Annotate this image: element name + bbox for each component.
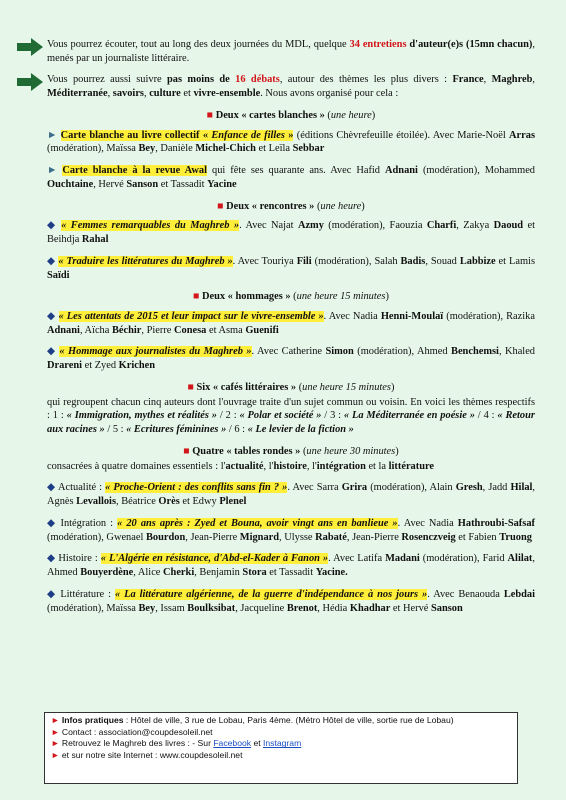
r1-text: . Avec Najat <box>239 220 298 232</box>
speaker: Bey <box>138 143 156 155</box>
cafes-text: qui regroupent chacun cinq auteurs dont l'ouvrage traite d'un sujet commun ou voisin. En voici les thèmes respectifs : 1 : <box>47 396 535 422</box>
diamond-icon: ◆ <box>47 517 57 529</box>
domain: histoire <box>273 460 307 472</box>
tr4-text: , Hédia <box>317 602 350 614</box>
speaker: Hilal <box>510 482 533 494</box>
tr3-label: Histoire : <box>58 553 101 565</box>
h1-text: , Pierre <box>141 324 175 336</box>
diamond-icon: ◆ <box>47 255 56 267</box>
speaker: Alilat <box>507 553 533 565</box>
section-hommages: ■ Deux « hommages » (une heure 15 minutes) <box>193 291 389 303</box>
speaker: Bey <box>138 602 156 614</box>
intro1-end: , menés par un journaliste littéraire. <box>47 39 535 64</box>
tr3-text: , Ahmed <box>47 553 535 579</box>
speaker: Cherki <box>163 567 195 579</box>
tr1-text: (modération), Alain <box>367 482 456 494</box>
tr2-text: , Jean-Pierre <box>185 531 240 543</box>
theme-france: France <box>452 74 484 86</box>
intro2-mid: , autour des thèmes les plus divers : <box>279 74 453 86</box>
section-tables-rondes: ■ Quatre « tables rondes » (une heure 30 minutes) <box>183 445 399 457</box>
info-address: : Hôtel de ville, 3 rue de Lobau, Paris 4ème. (Métro Hôtel de ville, sortie rue de Lobau) <box>123 715 454 725</box>
cafes-sep: / 4 : <box>474 410 498 422</box>
domain: actualité <box>225 460 264 472</box>
triangle-icon: ► <box>47 129 58 141</box>
rencontre-1 <box>47 219 535 246</box>
section-title: Deux « cartes blanches » <box>215 109 325 121</box>
speaker: Sanson <box>431 602 463 614</box>
green-arrow-icon <box>17 38 43 56</box>
tr1-text: , Jadd <box>482 482 511 494</box>
tr1-text: et Edwy <box>179 496 220 508</box>
triangle-icon: ► <box>47 165 58 177</box>
section-duration: une heure <box>330 109 372 121</box>
cb1-text: , Danièle <box>155 143 196 155</box>
triangle-icon: ► <box>51 715 60 725</box>
cafes-sep: / 2 : <box>216 410 240 422</box>
tr2-text: (modération), Gwenael <box>47 531 146 543</box>
carte-blanche-2 <box>47 164 535 191</box>
speaker: Stora <box>242 567 267 579</box>
tr3-text: . Avec Latifa <box>328 553 386 565</box>
website-text: et sur notre site Internet : www.coupdesoleil.net <box>61 750 243 761</box>
tr4-title: « La littérature algérienne, de la guerre d'indépendance à nos jours » <box>114 588 428 600</box>
intro2-end: . Nous avons organisé pour cela : <box>260 88 399 100</box>
info-line-social <box>51 738 511 750</box>
table-ronde-3 <box>47 552 535 579</box>
speaker: Plenel <box>219 496 247 508</box>
theme-mediterranee: Méditerranée <box>47 88 108 100</box>
speaker: Lebdai <box>503 588 536 600</box>
tr-text: consacrées à quatre domaines essentiels : l' <box>47 460 226 472</box>
speaker: Henni-Moulaï <box>380 311 444 323</box>
tr-text: , l' <box>306 460 317 472</box>
cafe-theme: « Polar et société » <box>239 410 322 422</box>
r1-text: , Zakya <box>456 220 494 232</box>
speaker: Krichen <box>118 360 156 372</box>
tr3-text: et Tassadit <box>266 567 316 579</box>
speaker: Gresh <box>455 482 483 494</box>
cb1-title-b: Enfance de filles <box>211 129 285 141</box>
h1-title: « Les attentats de 2015 et leur impact sur le vivre-ensemble » <box>58 311 324 323</box>
contact-email: Contact : association@coupdesoleil.net <box>61 726 213 737</box>
speaker: Labbize <box>459 255 496 267</box>
speaker: Badis <box>400 255 426 267</box>
table-ronde-1 <box>47 481 535 508</box>
speaker: Arras <box>509 129 535 141</box>
triangle-icon: ► <box>51 726 60 737</box>
cb2-text: , Hervé <box>93 178 127 190</box>
section-title: Quatre « tables rondes » <box>192 445 301 457</box>
theme-culture: culture <box>149 88 181 100</box>
speaker: Grira <box>341 482 368 494</box>
h1-text: (modération), Razika <box>443 311 535 323</box>
diamond-icon: ◆ <box>47 553 56 565</box>
cafe-theme: « Retour aux racines » <box>47 410 535 436</box>
tr4-text: et Hervé <box>390 602 431 614</box>
speaker: Saïdi <box>47 269 70 281</box>
speaker: Fili <box>296 255 312 267</box>
red-square-icon: ■ <box>217 200 224 212</box>
section-cartes-blanches: ■ Deux « cartes blanches » (une heure) <box>206 109 376 121</box>
tr1-text: , Agnès <box>47 482 536 508</box>
tr2-text: et Fabien <box>455 531 500 543</box>
cb1-title-a: Carte blanche au livre collectif « <box>60 129 212 141</box>
tr4-text: , Jacqueline <box>235 602 287 614</box>
intro-paragraph-2: Vous pourrez aussi suivre pas moins de 16 débats, autour des thèmes les plus divers : France, Maghreb, Méditerranée, savoirs, culture et vivre-ensemble. Nous avons organisé pour cela : <box>47 73 535 100</box>
speaker: Sebbar <box>292 143 325 155</box>
r2-text: , Souad <box>425 255 460 267</box>
speaker: Levallois <box>76 496 116 508</box>
red-square-icon: ■ <box>183 445 190 457</box>
cb1-text: (éditions Chèvrefeuille étoilée). Avec Marie-Noël <box>293 129 510 141</box>
r1-text: et Beihdja <box>47 220 535 246</box>
cafes-sep: / 3 : <box>321 410 344 422</box>
speaker: Drareni <box>47 360 83 372</box>
intro1-authors: d'auteur(e)s <box>406 39 464 50</box>
intro1-duration: (15mn chacun) <box>465 39 533 50</box>
tr4-text: (modération), Maïssa <box>47 602 139 614</box>
tr1-title: « Proche-Orient : des conflits sans fin ? » <box>105 482 288 494</box>
tr3-text: , Alice <box>133 567 164 579</box>
speaker: Mignard <box>239 531 280 543</box>
section-title: Six « cafés littéraires » <box>196 381 297 393</box>
info-line-contact <box>51 727 511 739</box>
tr4-text: . Avec Benaouda <box>427 588 504 600</box>
cb2-title: Carte blanche à la revue Awal <box>62 165 207 177</box>
tr-text: et la <box>365 460 389 472</box>
cafe-theme: « Immigration, mythes et réalités » <box>66 410 217 422</box>
triangle-icon: ► <box>51 750 60 761</box>
speaker: Boulksibat <box>187 602 236 614</box>
h1-text: , Aïcha <box>79 324 112 336</box>
cafes-sep: / 5 : <box>104 424 127 436</box>
speaker: Madani <box>385 553 420 565</box>
r1-title: « Femmes remarquables du Maghreb » <box>61 220 240 232</box>
table-ronde-4 <box>47 588 535 615</box>
cb1-text: (modération), Maïssa <box>47 143 139 155</box>
tr2-text: , Jean-Pierre <box>346 531 402 543</box>
speaker: Guenifi <box>245 324 279 336</box>
cafe-theme: « Le levier de la fiction » <box>247 424 354 436</box>
r2-text: et Lamis <box>495 255 535 267</box>
section-rencontres: ■ Deux « rencontres » (une heure) <box>217 200 365 212</box>
red-square-icon: ■ <box>206 109 214 121</box>
section-duration: une heure 15 minutes <box>296 291 386 303</box>
theme-maghreb: Maghreb <box>491 74 533 86</box>
tr2-text: . Avec Nadia <box>397 517 458 529</box>
tr-text: , l' <box>263 460 274 472</box>
section-duration: une heure <box>320 200 362 212</box>
hommage-2 <box>47 345 535 372</box>
intro2-text: Vous pourrez aussi suivre <box>47 74 168 86</box>
h2-text: et Zyed <box>82 360 119 372</box>
diamond-icon: ◆ <box>47 482 56 494</box>
h2-text: . Avec Catherine <box>251 346 326 358</box>
section-duration: une heure 30 minutes <box>306 445 396 457</box>
red-square-icon: ■ <box>193 291 200 303</box>
speaker: Rosenczveig <box>401 531 456 543</box>
h2-text: , Khaled <box>498 346 535 358</box>
r1-text: (modération), Faouzia <box>323 220 427 232</box>
interview-count: 34 entretiens <box>349 39 407 50</box>
speaker: Conesa <box>174 324 207 336</box>
speaker: Khadhar <box>349 602 391 614</box>
speaker: Michel-Chich <box>195 143 256 155</box>
green-arrow-icon <box>17 73 43 91</box>
intro2-bold: pas moins de <box>167 74 236 86</box>
cb2-text: qui fête ses quarante ans. Avec Hafid <box>207 165 386 177</box>
tr1-text: , Béatrice <box>116 496 159 508</box>
speaker: Béchir <box>111 324 142 336</box>
diamond-icon: ◆ <box>47 588 57 600</box>
speaker: Yacine. <box>315 567 348 579</box>
cb2-text: et Tassadit <box>158 178 208 190</box>
cb1-title-c: » <box>284 129 294 141</box>
speaker: Ouchtaine <box>47 178 94 190</box>
diamond-icon: ◆ <box>47 220 57 232</box>
cafes-sep: / 6 : <box>226 424 248 436</box>
speaker: Yacine <box>207 178 237 190</box>
rencontre-2 <box>47 255 535 282</box>
instagram-link[interactable]: Instagram <box>263 738 302 749</box>
info-line-practical <box>51 715 511 727</box>
speaker: Adnani <box>385 165 418 177</box>
speaker: Hathroubi-Safsaf <box>457 517 535 529</box>
speaker: Adnani <box>47 324 80 336</box>
cafe-theme: « Ecritures féminines » <box>126 424 227 436</box>
cb1-text: et Leïla <box>255 143 293 155</box>
speaker: Bouyerdène <box>80 567 134 579</box>
domain: intégration <box>316 460 366 472</box>
debate-count: 16 débats <box>235 74 280 86</box>
info-label: Infos pratiques <box>61 715 124 725</box>
social-text: Retrouvez le Maghreb des livres : - Sur <box>61 738 214 749</box>
intro-paragraph-1 <box>47 38 535 65</box>
speaker: Rabaté <box>315 531 347 543</box>
speaker: Sanson <box>126 178 159 190</box>
triangle-icon: ► <box>51 738 60 749</box>
h1-text: . Avec Nadia <box>323 311 381 323</box>
r2-text: . Avec Touriya <box>232 255 297 267</box>
tr4-text: , Issam <box>155 602 188 614</box>
speaker: Benchemsi <box>451 346 499 358</box>
main-content <box>47 38 535 623</box>
speaker: Brenot <box>286 602 318 614</box>
domain: littérature <box>388 460 435 472</box>
hommage-1 <box>47 310 535 337</box>
tr1-label: Actualité : <box>58 482 106 494</box>
tr3-text: (modération), Farid <box>419 553 508 565</box>
table-ronde-2 <box>47 517 535 544</box>
h1-text: et Asma <box>206 324 246 336</box>
section-title: Deux « hommages » <box>201 291 291 303</box>
section-cafes: ■ Six « cafés littéraires » (une heure 15 minutes) <box>187 381 395 393</box>
tables-rondes-description <box>47 460 535 474</box>
section-duration: une heure 15 minutes <box>302 381 391 393</box>
tr4-label: Littérature : <box>60 588 115 600</box>
tr3-text: , Benjamin <box>194 567 243 579</box>
h2-text: (modération), Ahmed <box>353 346 452 358</box>
social-sep: et <box>251 738 264 749</box>
tr2-title: « 20 ans après : Zyed et Bouna, avoir vingt ans en banlieue » <box>117 517 398 529</box>
info-line-website <box>51 750 511 762</box>
speaker: Rahal <box>81 234 109 246</box>
h2-title: « Hommage aux journalistes du Maghreb » <box>59 346 252 358</box>
cb2-text: (modération), Mohammed <box>417 165 536 177</box>
section-title: Deux « rencontres » <box>226 200 315 212</box>
tr3-title: « L'Algérie en résistance, d'Abd-el-Kader à Fanon » <box>100 553 329 565</box>
speaker: Charfi <box>426 220 457 232</box>
r2-title: « Traduire les littératures du Maghreb » <box>58 255 233 267</box>
diamond-icon: ◆ <box>47 346 56 358</box>
tr2-text: , Ulysse <box>279 531 316 543</box>
theme-savoirs: savoirs <box>112 88 144 100</box>
carte-blanche-1 <box>47 129 535 156</box>
cafe-theme: « La Méditerranée en poésie » <box>343 410 475 422</box>
speaker: Simon <box>325 346 354 358</box>
intro1-text: Vous pourrez écouter, tout au long des deux journées du MDL, quelque <box>47 39 350 50</box>
theme-vivre-ensemble: vivre-ensemble <box>193 88 261 100</box>
tr2-label: Intégration : <box>60 517 118 529</box>
tr1-text: . Avec Sarra <box>287 482 342 494</box>
red-square-icon: ■ <box>187 381 194 393</box>
info-box <box>44 712 518 784</box>
speaker: Daoud <box>493 220 524 232</box>
diamond-icon: ◆ <box>47 311 56 323</box>
speaker: Truong <box>499 531 532 543</box>
r2-text: (modération), Salah <box>311 255 401 267</box>
speaker: Orès <box>158 496 180 508</box>
speaker: Bourdon <box>145 531 186 543</box>
facebook-link[interactable]: Facebook <box>213 738 252 749</box>
cafes-description <box>47 396 535 437</box>
speaker: Azmy <box>297 220 324 232</box>
